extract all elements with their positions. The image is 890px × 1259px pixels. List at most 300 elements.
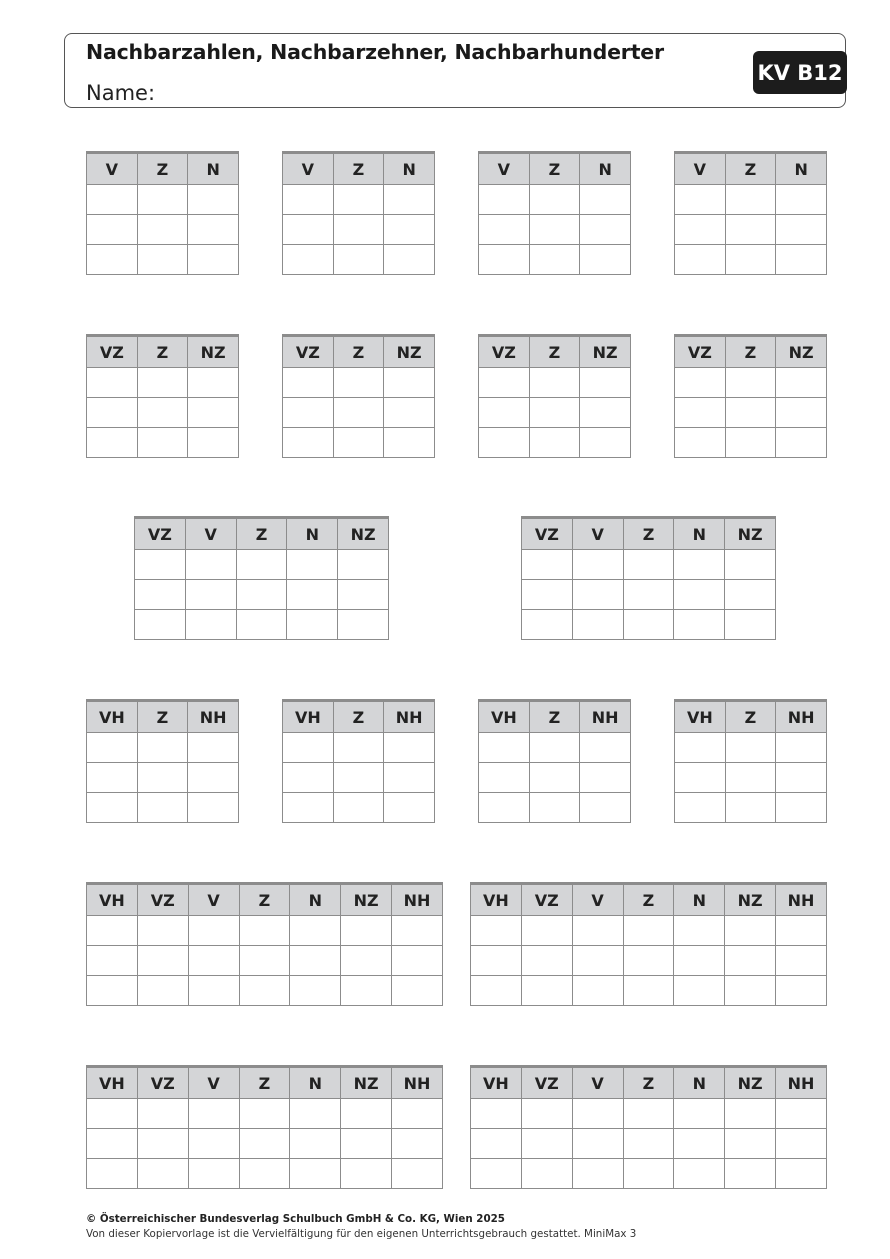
answer-cell[interactable] xyxy=(290,1129,341,1159)
column-header: V xyxy=(572,518,623,550)
column-header: VZ xyxy=(675,336,726,368)
answer-cell[interactable] xyxy=(87,215,138,245)
answer-cell[interactable] xyxy=(341,946,392,976)
answer-cell[interactable] xyxy=(283,185,334,215)
answer-cell[interactable] xyxy=(135,610,186,640)
column-header: Z xyxy=(137,701,188,733)
answer-cell[interactable] xyxy=(188,245,239,275)
answer-cell[interactable] xyxy=(725,916,776,946)
answer-cell[interactable] xyxy=(725,1129,776,1159)
answer-cell[interactable] xyxy=(479,185,530,215)
answer-cell[interactable] xyxy=(623,916,674,946)
answer-cell[interactable] xyxy=(188,428,239,458)
answer-cell[interactable] xyxy=(471,1099,522,1129)
answer-cell[interactable] xyxy=(674,1159,725,1189)
answer-cell[interactable] xyxy=(137,793,188,823)
column-header: NH xyxy=(776,701,827,733)
column-header: NH xyxy=(776,1067,827,1099)
answer-cell[interactable] xyxy=(87,946,138,976)
answer-cell[interactable] xyxy=(521,976,572,1006)
table-header-row xyxy=(283,701,435,733)
answer-cell[interactable] xyxy=(471,1129,522,1159)
place-value-table xyxy=(674,151,827,275)
answer-cell[interactable] xyxy=(522,610,573,640)
answer-cell[interactable] xyxy=(333,793,384,823)
answer-cell[interactable] xyxy=(725,733,776,763)
answer-cell[interactable] xyxy=(137,763,188,793)
answer-cell[interactable] xyxy=(529,733,580,763)
table-row xyxy=(283,398,435,428)
answer-cell[interactable] xyxy=(185,610,236,640)
answer-cell[interactable] xyxy=(776,763,827,793)
answer-cell[interactable] xyxy=(333,215,384,245)
answer-cell[interactable] xyxy=(572,1099,623,1129)
answer-cell[interactable] xyxy=(283,368,334,398)
answer-cell[interactable] xyxy=(283,793,334,823)
answer-cell[interactable] xyxy=(521,1099,572,1129)
table-row xyxy=(135,580,389,610)
answer-cell[interactable] xyxy=(283,428,334,458)
table-row xyxy=(675,793,827,823)
answer-cell[interactable] xyxy=(239,946,290,976)
answer-cell[interactable] xyxy=(725,763,776,793)
answer-cell[interactable] xyxy=(623,550,674,580)
answer-cell[interactable] xyxy=(580,428,631,458)
table-row xyxy=(87,428,239,458)
answer-cell[interactable] xyxy=(471,916,522,946)
column-header: VZ xyxy=(135,518,186,550)
answer-cell[interactable] xyxy=(338,580,389,610)
answer-cell[interactable] xyxy=(572,1159,623,1189)
answer-cell[interactable] xyxy=(674,580,725,610)
answer-cell[interactable] xyxy=(341,976,392,1006)
column-header: VH xyxy=(87,884,138,916)
answer-cell[interactable] xyxy=(522,550,573,580)
answer-cell[interactable] xyxy=(623,1129,674,1159)
answer-cell[interactable] xyxy=(87,1129,138,1159)
answer-cell[interactable] xyxy=(674,976,725,1006)
answer-cell[interactable] xyxy=(188,185,239,215)
answer-cell[interactable] xyxy=(623,976,674,1006)
table-row xyxy=(675,733,827,763)
answer-cell[interactable] xyxy=(479,245,530,275)
answer-cell[interactable] xyxy=(287,610,338,640)
answer-cell[interactable] xyxy=(471,976,522,1006)
table-header-row xyxy=(283,336,435,368)
answer-cell[interactable] xyxy=(529,245,580,275)
answer-cell[interactable] xyxy=(239,916,290,946)
answer-cell[interactable] xyxy=(776,976,827,1006)
answer-cell[interactable] xyxy=(479,398,530,428)
answer-cell[interactable] xyxy=(283,245,334,275)
answer-cell[interactable] xyxy=(87,1099,138,1129)
answer-cell[interactable] xyxy=(333,398,384,428)
answer-cell[interactable] xyxy=(675,398,726,428)
answer-cell[interactable] xyxy=(188,1129,239,1159)
answer-cell[interactable] xyxy=(392,916,443,946)
answer-cell[interactable] xyxy=(87,368,138,398)
table-header-row xyxy=(87,884,443,916)
answer-cell[interactable] xyxy=(137,1099,188,1129)
column-header: Z xyxy=(725,701,776,733)
answer-cell[interactable] xyxy=(580,763,631,793)
table-row xyxy=(87,976,443,1006)
answer-cell[interactable] xyxy=(137,916,188,946)
column-header: V xyxy=(572,884,623,916)
answer-cell[interactable] xyxy=(87,793,138,823)
answer-cell[interactable] xyxy=(239,1099,290,1129)
table-row xyxy=(479,398,631,428)
answer-cell[interactable] xyxy=(283,398,334,428)
answer-cell[interactable] xyxy=(135,580,186,610)
answer-cell[interactable] xyxy=(137,733,188,763)
answer-cell[interactable] xyxy=(675,793,726,823)
answer-cell[interactable] xyxy=(529,793,580,823)
column-header: N xyxy=(674,1067,725,1099)
answer-cell[interactable] xyxy=(341,1129,392,1159)
answer-cell[interactable] xyxy=(87,245,138,275)
answer-cell[interactable] xyxy=(675,733,726,763)
answer-cell[interactable] xyxy=(338,610,389,640)
table-header-row xyxy=(87,1067,443,1099)
answer-cell[interactable] xyxy=(580,733,631,763)
answer-cell[interactable] xyxy=(239,1159,290,1189)
column-header: VH xyxy=(675,701,726,733)
table-row xyxy=(283,245,435,275)
answer-cell[interactable] xyxy=(572,550,623,580)
column-header: Z xyxy=(725,336,776,368)
answer-cell[interactable] xyxy=(725,215,776,245)
answer-cell[interactable] xyxy=(239,1129,290,1159)
answer-cell[interactable] xyxy=(725,793,776,823)
answer-cell[interactable] xyxy=(675,368,726,398)
table-row xyxy=(283,733,435,763)
answer-cell[interactable] xyxy=(137,1129,188,1159)
column-header: N xyxy=(674,518,725,550)
answer-cell[interactable] xyxy=(529,428,580,458)
answer-cell[interactable] xyxy=(185,550,236,580)
table-row xyxy=(87,763,239,793)
place-value-table xyxy=(282,151,435,275)
answer-cell[interactable] xyxy=(137,245,188,275)
answer-cell[interactable] xyxy=(384,763,435,793)
place-value-table xyxy=(478,334,631,458)
table-header-row xyxy=(675,701,827,733)
answer-cell[interactable] xyxy=(725,580,776,610)
place-value-table xyxy=(86,1065,443,1189)
answer-cell[interactable] xyxy=(572,610,623,640)
column-header: Z xyxy=(623,518,674,550)
answer-cell[interactable] xyxy=(725,428,776,458)
column-header: NZ xyxy=(188,336,239,368)
answer-cell[interactable] xyxy=(725,946,776,976)
column-header: VZ xyxy=(521,884,572,916)
answer-cell[interactable] xyxy=(725,976,776,1006)
column-header: VZ xyxy=(137,1067,188,1099)
column-header: NZ xyxy=(725,1067,776,1099)
answer-cell[interactable] xyxy=(137,1159,188,1189)
answer-cell[interactable] xyxy=(135,550,186,580)
column-header: Z xyxy=(623,884,674,916)
table-row xyxy=(675,763,827,793)
answer-cell[interactable] xyxy=(236,610,287,640)
answer-cell[interactable] xyxy=(572,916,623,946)
column-header: Z xyxy=(529,153,580,185)
answer-cell[interactable] xyxy=(333,245,384,275)
answer-cell[interactable] xyxy=(675,763,726,793)
answer-cell[interactable] xyxy=(675,185,726,215)
answer-cell[interactable] xyxy=(675,245,726,275)
answer-cell[interactable] xyxy=(185,580,236,610)
column-header: N xyxy=(188,153,239,185)
answer-cell[interactable] xyxy=(674,916,725,946)
place-value-table xyxy=(86,882,443,1006)
answer-cell[interactable] xyxy=(290,1099,341,1129)
answer-cell[interactable] xyxy=(392,1159,443,1189)
answer-cell[interactable] xyxy=(384,793,435,823)
answer-cell[interactable] xyxy=(572,976,623,1006)
answer-cell[interactable] xyxy=(137,428,188,458)
answer-cell[interactable] xyxy=(521,1129,572,1159)
answer-cell[interactable] xyxy=(776,1129,827,1159)
answer-cell[interactable] xyxy=(529,368,580,398)
answer-cell[interactable] xyxy=(333,368,384,398)
answer-cell[interactable] xyxy=(87,1159,138,1189)
table-row xyxy=(283,793,435,823)
answer-cell[interactable] xyxy=(479,215,530,245)
answer-cell[interactable] xyxy=(290,1159,341,1189)
answer-cell[interactable] xyxy=(471,946,522,976)
column-header: VZ xyxy=(283,336,334,368)
table-header-row xyxy=(675,336,827,368)
table-row xyxy=(522,610,776,640)
answer-cell[interactable] xyxy=(287,550,338,580)
table-row xyxy=(675,215,827,245)
column-header: VZ xyxy=(522,518,573,550)
table-row xyxy=(471,1129,827,1159)
answer-cell[interactable] xyxy=(623,580,674,610)
answer-cell[interactable] xyxy=(572,580,623,610)
table-row xyxy=(675,245,827,275)
answer-cell[interactable] xyxy=(392,946,443,976)
answer-cell[interactable] xyxy=(341,916,392,946)
table-header-row xyxy=(479,701,631,733)
answer-cell[interactable] xyxy=(725,245,776,275)
answer-cell[interactable] xyxy=(87,916,138,946)
answer-cell[interactable] xyxy=(283,763,334,793)
answer-cell[interactable] xyxy=(290,946,341,976)
answer-cell[interactable] xyxy=(776,1099,827,1129)
answer-cell[interactable] xyxy=(287,580,338,610)
column-header: N xyxy=(580,153,631,185)
answer-cell[interactable] xyxy=(776,1159,827,1189)
answer-cell[interactable] xyxy=(521,946,572,976)
answer-cell[interactable] xyxy=(137,215,188,245)
column-header: V xyxy=(479,153,530,185)
table-row xyxy=(471,976,827,1006)
answer-cell[interactable] xyxy=(580,215,631,245)
answer-cell[interactable] xyxy=(137,946,188,976)
answer-cell[interactable] xyxy=(675,215,726,245)
answer-cell[interactable] xyxy=(674,1099,725,1129)
answer-cell[interactable] xyxy=(188,215,239,245)
table-row xyxy=(87,368,239,398)
column-header: NH xyxy=(392,1067,443,1099)
answer-cell[interactable] xyxy=(623,946,674,976)
answer-cell[interactable] xyxy=(479,368,530,398)
answer-cell[interactable] xyxy=(479,428,530,458)
answer-cell[interactable] xyxy=(188,793,239,823)
answer-cell[interactable] xyxy=(87,763,138,793)
column-header: V xyxy=(283,153,334,185)
answer-cell[interactable] xyxy=(725,1099,776,1129)
table-row xyxy=(283,428,435,458)
answer-cell[interactable] xyxy=(384,733,435,763)
answer-cell[interactable] xyxy=(384,398,435,428)
answer-cell[interactable] xyxy=(384,185,435,215)
place-value-table xyxy=(134,516,389,640)
answer-cell[interactable] xyxy=(522,580,573,610)
answer-cell[interactable] xyxy=(236,580,287,610)
column-header: NH xyxy=(580,701,631,733)
answer-cell[interactable] xyxy=(283,215,334,245)
answer-cell[interactable] xyxy=(333,428,384,458)
table-row xyxy=(283,763,435,793)
answer-cell[interactable] xyxy=(188,946,239,976)
answer-cell[interactable] xyxy=(188,368,239,398)
answer-cell[interactable] xyxy=(392,976,443,1006)
answer-cell[interactable] xyxy=(188,1099,239,1129)
answer-cell[interactable] xyxy=(674,610,725,640)
answer-cell[interactable] xyxy=(384,215,435,245)
answer-cell[interactable] xyxy=(580,368,631,398)
answer-cell[interactable] xyxy=(776,245,827,275)
answer-cell[interactable] xyxy=(725,368,776,398)
answer-cell[interactable] xyxy=(333,185,384,215)
place-value-table xyxy=(470,1065,827,1189)
answer-cell[interactable] xyxy=(529,215,580,245)
answer-cell[interactable] xyxy=(529,398,580,428)
answer-cell[interactable] xyxy=(137,368,188,398)
answer-cell[interactable] xyxy=(87,185,138,215)
answer-cell[interactable] xyxy=(580,245,631,275)
answer-cell[interactable] xyxy=(725,185,776,215)
answer-cell[interactable] xyxy=(776,428,827,458)
answer-cell[interactable] xyxy=(87,733,138,763)
answer-cell[interactable] xyxy=(188,916,239,946)
answer-cell[interactable] xyxy=(341,1159,392,1189)
answer-cell[interactable] xyxy=(572,946,623,976)
table-row xyxy=(135,550,389,580)
answer-cell[interactable] xyxy=(283,733,334,763)
answer-cell[interactable] xyxy=(87,398,138,428)
answer-cell[interactable] xyxy=(725,550,776,580)
answer-cell[interactable] xyxy=(623,1159,674,1189)
answer-cell[interactable] xyxy=(236,550,287,580)
answer-cell[interactable] xyxy=(529,763,580,793)
answer-cell[interactable] xyxy=(776,733,827,763)
table-row xyxy=(87,398,239,428)
table-header-row xyxy=(87,336,239,368)
answer-cell[interactable] xyxy=(333,763,384,793)
answer-cell[interactable] xyxy=(137,976,188,1006)
table-header-row xyxy=(87,701,239,733)
answer-cell[interactable] xyxy=(623,1099,674,1129)
answer-cell[interactable] xyxy=(392,1129,443,1159)
answer-cell[interactable] xyxy=(137,398,188,428)
answer-cell[interactable] xyxy=(333,733,384,763)
page-title: Nachbarzahlen, Nachbarzehner, Nachbarhunderter xyxy=(86,40,664,64)
answer-cell[interactable] xyxy=(725,610,776,640)
answer-cell[interactable] xyxy=(290,976,341,1006)
answer-cell[interactable] xyxy=(239,976,290,1006)
answer-cell[interactable] xyxy=(725,398,776,428)
column-header: V xyxy=(188,884,239,916)
answer-cell[interactable] xyxy=(776,946,827,976)
answer-cell[interactable] xyxy=(341,1099,392,1129)
answer-cell[interactable] xyxy=(580,398,631,428)
table-row xyxy=(675,185,827,215)
answer-cell[interactable] xyxy=(188,733,239,763)
answer-cell[interactable] xyxy=(188,398,239,428)
answer-cell[interactable] xyxy=(87,428,138,458)
answer-cell[interactable] xyxy=(580,185,631,215)
answer-cell[interactable] xyxy=(384,368,435,398)
answer-cell[interactable] xyxy=(776,793,827,823)
answer-cell[interactable] xyxy=(674,1129,725,1159)
column-header: Z xyxy=(623,1067,674,1099)
table-row xyxy=(522,550,776,580)
answer-cell[interactable] xyxy=(776,398,827,428)
answer-cell[interactable] xyxy=(674,550,725,580)
answer-cell[interactable] xyxy=(776,215,827,245)
answer-cell[interactable] xyxy=(188,976,239,1006)
answer-cell[interactable] xyxy=(725,1159,776,1189)
answer-cell[interactable] xyxy=(137,185,188,215)
answer-cell[interactable] xyxy=(188,763,239,793)
column-header: N xyxy=(384,153,435,185)
column-header: NZ xyxy=(384,336,435,368)
table-row xyxy=(479,793,631,823)
answer-cell[interactable] xyxy=(521,1159,572,1189)
answer-cell[interactable] xyxy=(776,916,827,946)
answer-cell[interactable] xyxy=(572,1129,623,1159)
column-header: NZ xyxy=(341,884,392,916)
answer-cell[interactable] xyxy=(675,428,726,458)
answer-cell[interactable] xyxy=(338,550,389,580)
answer-cell[interactable] xyxy=(392,1099,443,1129)
answer-cell[interactable] xyxy=(384,245,435,275)
answer-cell[interactable] xyxy=(384,428,435,458)
answer-cell[interactable] xyxy=(290,916,341,946)
answer-cell[interactable] xyxy=(529,185,580,215)
column-header: VH xyxy=(471,1067,522,1099)
answer-cell[interactable] xyxy=(87,976,138,1006)
answer-cell[interactable] xyxy=(479,763,530,793)
answer-cell[interactable] xyxy=(479,793,530,823)
answer-cell[interactable] xyxy=(521,916,572,946)
answer-cell[interactable] xyxy=(674,946,725,976)
column-header: Z xyxy=(529,701,580,733)
table-row xyxy=(479,733,631,763)
answer-cell[interactable] xyxy=(776,185,827,215)
answer-cell[interactable] xyxy=(479,733,530,763)
answer-cell[interactable] xyxy=(776,368,827,398)
answer-cell[interactable] xyxy=(471,1159,522,1189)
answer-cell[interactable] xyxy=(188,1159,239,1189)
answer-cell[interactable] xyxy=(580,793,631,823)
answer-cell[interactable] xyxy=(623,610,674,640)
